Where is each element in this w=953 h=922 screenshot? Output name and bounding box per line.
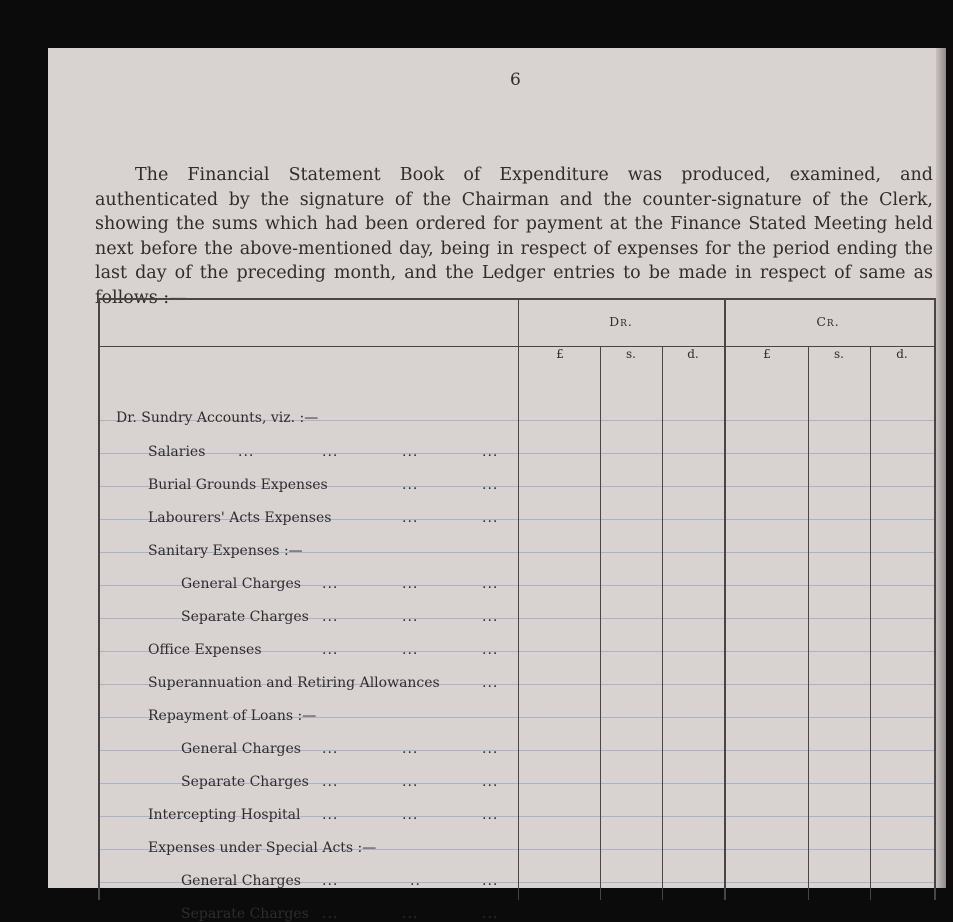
leader-dots: ... [482,906,499,922]
leader-dots: ... [482,873,499,889]
leader-dots: ... [482,774,499,790]
leader-dots: ... [482,642,499,658]
leader-dots: ... [322,576,339,592]
leader-dots: ... [402,444,419,460]
leader-dots: ... [482,609,499,625]
page-number: 6 [510,70,521,90]
leader-dots: ... [482,477,499,493]
row-label: Office Expenses [148,642,262,658]
row-label: Separate Charges [181,609,309,625]
row-label: Sanitary Expenses :— [148,543,303,559]
row-label: General Charges [181,741,301,757]
column-divider [724,300,726,900]
ledger-table [98,298,936,922]
cr-header: Cr. [816,314,840,329]
leader-dots: ... [482,444,499,460]
column-divider [808,346,809,900]
leader-dots: ... [322,774,339,790]
row-label: Superannuation and Retiring Allowances [148,675,440,691]
leader-dots: ... [402,741,419,757]
leader-dots: ... [322,609,339,625]
leader-dots: ... [402,642,419,658]
leader-dots: ... [322,642,339,658]
row-label: General Charges [181,873,301,889]
row-label: Expenses under Special Acts :— [148,840,377,856]
page-edge [936,48,946,888]
unit-shillings-dr: s. [626,347,636,361]
row-label: Intercepting Hospital [148,807,301,823]
leader-dots: ... [322,741,339,757]
row-label: General Charges [181,576,301,592]
row-label: Separate Charges [181,906,309,922]
leader-dots: ... [482,807,499,823]
unit-pounds-dr: £ [556,347,564,361]
leader-dots: ... [322,444,339,460]
unit-pence-cr: d. [896,347,908,361]
unit-pence-dr: d. [687,347,699,361]
intro-paragraph-text: The Financial Statement Book of Expenditure was produced, examined, and authenticated by the signature of the Chairman and the counter-signature of the Clerk, showing the sums which had been ordered for payment at the Finance Stated Meeting held next before the above-mentioned day, being in respect of expenses for the period ending the last day of the preceding month, and the Ledger entries to be made in respect of same as follows :— [95,165,933,308]
leader-dots: ... [322,807,339,823]
column-divider [870,346,871,900]
column-divider [518,300,519,900]
leader-dots: ... [402,774,419,790]
row-label: Salaries [148,444,206,460]
leader-dots: ... [482,741,499,757]
leader-dots: ... [482,576,499,592]
unit-pounds-cr: £ [763,347,771,361]
leader-dots: ... [402,609,419,625]
leader-dots: ... [402,807,419,823]
row-label: Repayment of Loans :— [148,708,317,724]
leader-dots: ... [402,477,419,493]
leader-dots: ... [402,576,419,592]
column-divider [662,346,663,900]
leader-dots: ... [402,510,419,526]
leader-dots: .. [410,873,421,889]
document-page [48,48,946,922]
row-label: Dr. Sundry Accounts, viz. :— [116,410,319,426]
leader-dots: ... [482,675,499,691]
intro-paragraph [95,163,933,310]
row-label: Labourers' Acts Expenses [148,510,332,526]
leader-dots: ... [402,906,419,922]
row-label: Burial Grounds Expenses [148,477,328,493]
unit-shillings-cr: s. [834,347,844,361]
dr-header: Dr. [609,314,633,329]
leader-dots: ... [238,444,255,460]
header-rule [100,346,518,347]
leader-dots: ... [322,873,339,889]
row-label: Separate Charges [181,774,309,790]
leader-dots: ... [482,510,499,526]
leader-dots: ... [322,906,339,922]
header-rule [518,346,934,347]
column-divider [600,346,601,900]
